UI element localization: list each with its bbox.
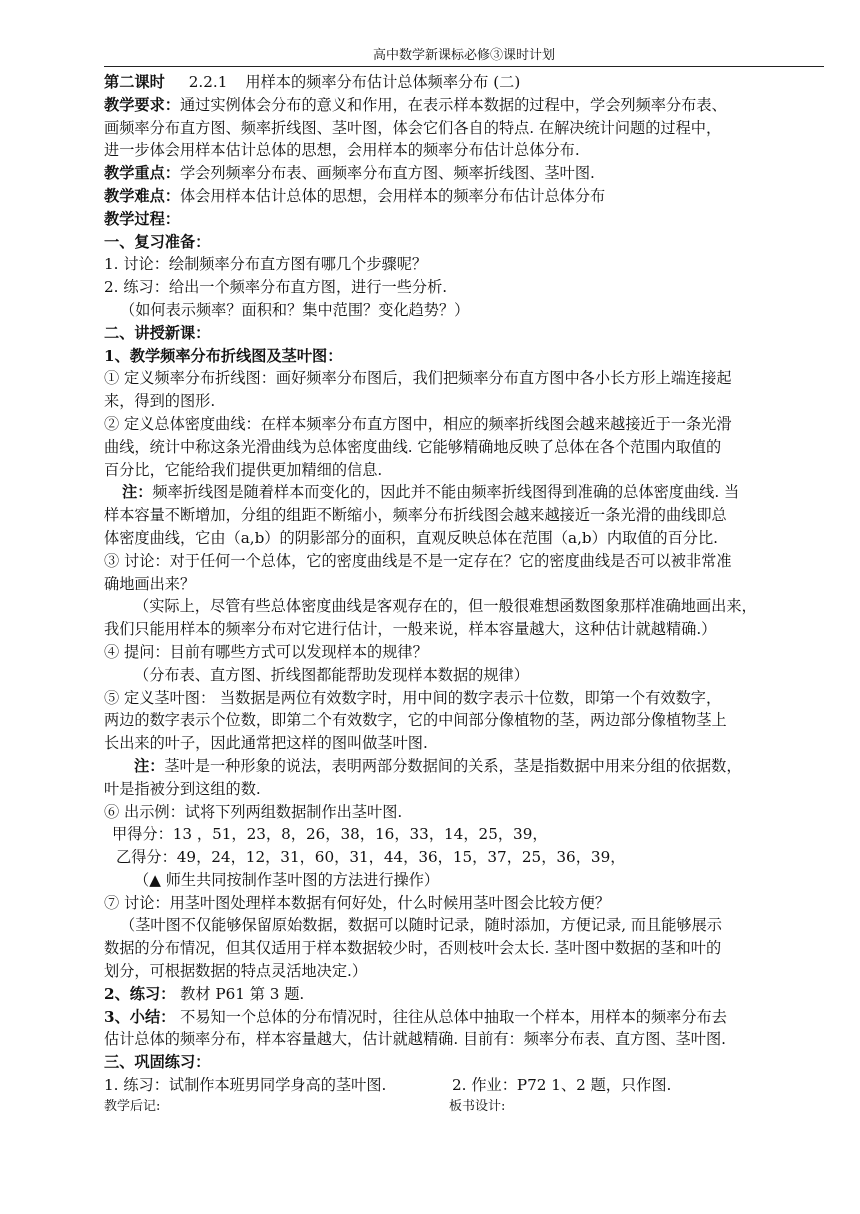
p6-line: ⑥ 出示例：试将下列两组数据制作出茎叶图.: [104, 802, 403, 821]
p3-line-a: ③ 讨论：对于任何一个总体，它的密度曲线是不是一定存在？它的密度曲线是否可以被非常准: [104, 551, 732, 570]
note1-line-c: 体密度曲线，它由（a,b）的阴影部分的面积，直观反映总体在范围（a,b）内取值的百分比.: [104, 528, 718, 547]
board-design-label: 板书设计:: [449, 1098, 506, 1114]
footer-row: [104, 1097, 824, 1117]
key-points-label: 教学重点：: [104, 164, 180, 183]
section1-item2-note: （如何表示频率？面积和？集中范围？变化趋势？）: [120, 300, 470, 319]
requirements-line-3: 进一步体会用样本估计总体的思想，会用样本的频率分布估计总体分布.: [104, 141, 580, 160]
requirements-text-1: 通过实例体会分布的意义和作用，在表示样本数据的过程中，学会列频率分布表、: [179, 95, 727, 114]
requirements-line-1: [104, 94, 824, 117]
practice-line: [104, 983, 824, 1006]
p5-line-a: ⑤ 定义茎叶图： 当数据是两位有效数字时，用中间的数字表示十位数，即第一个有效数字，: [104, 688, 722, 707]
section1-item1: 1. 讨论：绘制频率分布直方图有哪几个步骤呢？: [104, 255, 428, 274]
difficulties-label: 教学难点：: [104, 186, 180, 205]
requirements-label: 教学要求：: [104, 95, 180, 114]
summary-label: 3、小结：: [104, 1007, 176, 1026]
process-label: 教学过程：: [104, 209, 180, 228]
note1-text-a: 频率折线图是随着样本而变化的，因此并不能由频率折线图得到准确的总体密度曲线. 当: [152, 483, 740, 502]
p5-line-b: 两边的数字表示个位数，即第二个有效数字，它的中间部分像植物的茎，两边部分像植物茎上: [104, 711, 727, 730]
p4-line: ④ 提问：目前有哪些方式可以发现样本的规律？: [104, 642, 428, 661]
p7-line-b: 数据的分布情况，但其仅适用于样本数据较少时，否则枝叶会太长. 茎叶图中数据的茎和叶的: [104, 939, 722, 958]
p2-line-b: 曲线，统计中称这条光滑曲线为总体密度曲线. 它能够精确地反映了总体在各个范围内取值的: [104, 437, 722, 456]
key-points-text: 学会列频率分布表、画频率分布直方图、频率折线图、茎叶图.: [179, 164, 595, 183]
note1-line-a: [104, 481, 824, 504]
p7-line-c: 划分，可根据数据的特点灵活地决定.）: [104, 962, 368, 981]
p6-note: （▲ 师生共同按制作茎叶图的方法进行操作）: [134, 870, 440, 889]
p7-line-a: （茎叶图不仅能够保留原始数据，数据可以随时记录，随时添加，方便记录, 而且能够展示: [120, 916, 722, 935]
exercise-1: 1. 练习：试制作本班男同学身高的茎叶图.: [104, 1076, 387, 1095]
note2-line-a: [104, 755, 824, 778]
section1-item2: 2. 练习：给出一个频率分布直方图，进行一些分析.: [104, 278, 448, 297]
p7-line: ⑦ 讨论：用茎叶图处理样本数据有何好处，什么时候用茎叶图会比较方便？: [104, 893, 611, 912]
p4-note: （分布表、直方图、折线图都能帮助发现样本数据的规律）: [134, 665, 529, 684]
note1-label: 注：: [122, 483, 153, 502]
requirements-line-2: 画频率分布直方图、频率折线图、茎叶图，体会它们各自的特点. 在解决统计问题的过程中，: [104, 118, 722, 137]
p5-line-c: 长出来的叶子，因此通常把这样的图叫做茎叶图.: [104, 734, 428, 753]
p3-line-b: 确地画出来？: [104, 574, 196, 593]
p1-line-b: 来，得到的图形.: [104, 392, 216, 411]
section2-sub1: 1、教学频率分布折线图及茎叶图：: [104, 346, 343, 365]
difficulties: [104, 185, 824, 208]
yi-scores: 乙得分：49，24，12，31，60，31，44，36，15，37，25，36，39，: [116, 848, 626, 867]
difficulties-text: 体会用样本估计总体的思想，会用样本的频率分布估计总体分布: [179, 186, 606, 205]
p1-line-a: ① 定义频率分布折线图：画好频率分布图后，我们把频率分布直方图中各小长方形上端连接起: [104, 369, 732, 388]
section3-heading: 三、巩固练习：: [104, 1053, 211, 1072]
page-header: 高中数学新课标必修③课时计划: [104, 44, 824, 67]
p2-line-a: ② 定义总体密度曲线：在样本频率分布直方图中，相应的频率折线图会越来越接近于一条光滑: [104, 414, 732, 433]
document-page: [104, 44, 824, 1117]
practice-label: 2、练习：: [104, 984, 176, 1003]
note2-text-a: 茎叶是一种形象的说法，表明两部分数据间的关系，茎是指数据中用来分组的依据数，: [164, 756, 742, 775]
summary-text-a: 不易知一个总体的分布情况时，往往从总体中抽取一个样本，用样本的频率分布去: [175, 1007, 727, 1026]
p2-line-c: 百分比，它能给我们提供更加精细的信息.: [104, 460, 383, 479]
note2-line-b: 叶是指被分到这组的数.: [104, 779, 261, 798]
note1-line-b: 样本容量不断增加，分组的组距不断缩小，频率分布折线图会越来越接近一条光滑的曲线即总: [104, 506, 727, 525]
lesson-title: [104, 71, 824, 94]
section1-heading: 一、复习准备：: [104, 232, 211, 251]
summary-line-b: 估计总体的频率分布，样本容量越大，估计就越精确. 目前有：频率分布表、直方图、茎叶图.: [104, 1030, 726, 1049]
section2-heading: 二、讲授新课：: [104, 323, 211, 342]
p3-line-c: （实际上，尽管有些总体密度曲线是客观存在的，但一般很难想函数图象那样准确地画出来，: [134, 597, 757, 616]
exercise-2: 2. 作业：P72 1、2 题，只作图.: [452, 1076, 672, 1095]
note2-label: 注：: [134, 756, 165, 775]
jia-scores: 甲得分：13 ，51，23，8，26，38，16，33，14，25，39，: [112, 825, 548, 844]
key-points: [104, 162, 824, 185]
practice-text: 教材 P61 第 3 题.: [175, 984, 305, 1003]
section-number: 2.2.1: [188, 73, 228, 91]
lesson-number: 第二课时: [104, 73, 165, 91]
summary-line-a: [104, 1006, 824, 1029]
p3-line-d: 我们只能用样本的频率分布对它进行估计，一般来说，样本容量越大，这种估计就越精确.）: [104, 620, 717, 639]
lesson-name: 用样本的频率分布估计总体频率分布 (二): [245, 73, 521, 91]
teaching-notes-label: 教学后记:: [104, 1098, 161, 1114]
section3-exercises: [104, 1074, 824, 1097]
